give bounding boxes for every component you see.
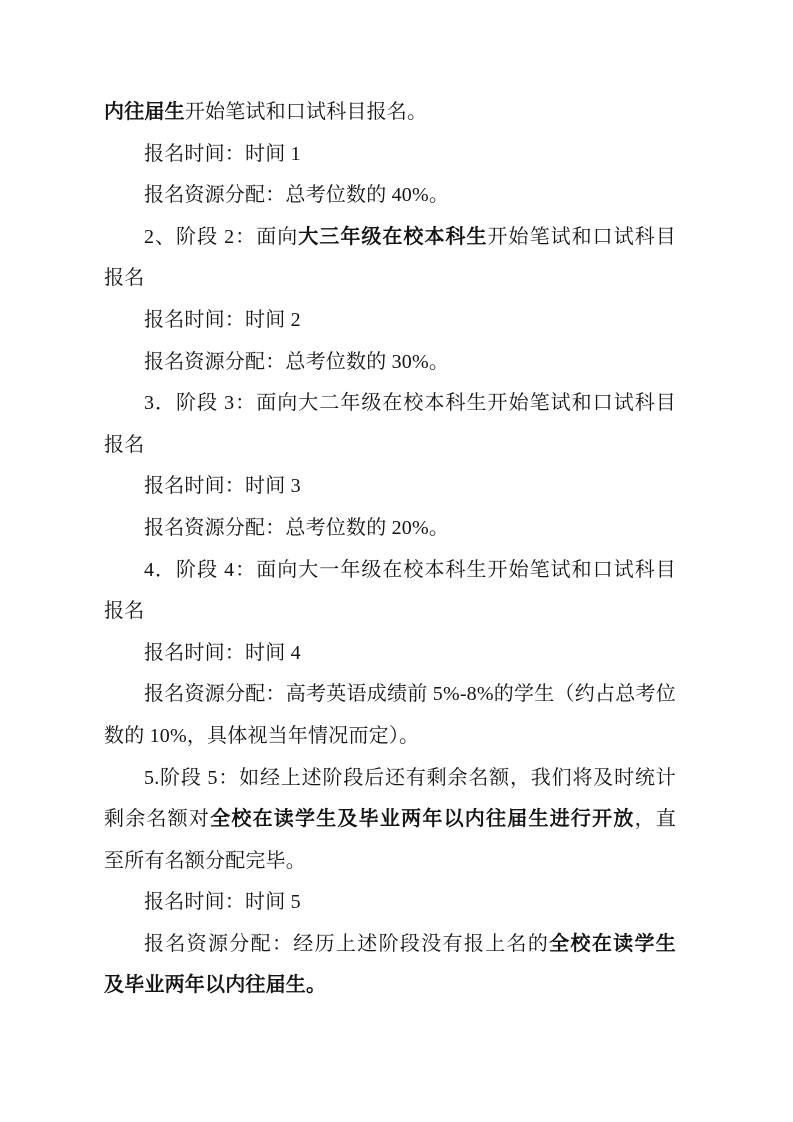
text-line bbox=[104, 425, 676, 467]
text-run: 报名 bbox=[104, 267, 145, 290]
text-line bbox=[104, 633, 676, 675]
text-run: 报名时间：时间 3 bbox=[144, 475, 301, 498]
text-run: 报名时间：时间 5 bbox=[144, 891, 301, 914]
text-run: 报名时间：时间 1 bbox=[144, 142, 301, 165]
text-run: 报名 bbox=[104, 433, 145, 456]
bold-text-run: 内往届生 bbox=[104, 101, 185, 123]
text-run: 4．阶段 4：面向大一年级在校本科生开始笔试和口试科目 bbox=[144, 558, 676, 581]
text-line bbox=[104, 924, 676, 966]
text-line bbox=[104, 965, 676, 1007]
text-line bbox=[104, 258, 676, 300]
text-line bbox=[104, 383, 676, 425]
text-line bbox=[104, 882, 676, 924]
text-line bbox=[104, 591, 676, 633]
text-run: 报名时间：时间 4 bbox=[144, 641, 301, 664]
text-line bbox=[104, 466, 676, 508]
text-run: 报名资源分配：总考位数的 30%。 bbox=[144, 350, 450, 373]
text-run: 5.阶段 5：如经上述阶段后还有剩余名额，我们将及时统计 bbox=[144, 766, 676, 789]
text-line bbox=[104, 134, 676, 176]
text-run: 2、阶段 2：面向 bbox=[144, 225, 299, 248]
text-line bbox=[104, 92, 676, 134]
text-run: 报名资源分配：总考位数的 20%。 bbox=[144, 516, 450, 539]
text-run: 至所有名额分配完毕。 bbox=[104, 849, 306, 872]
text-line bbox=[104, 550, 676, 592]
text-run: 3．阶段 3：面向大二年级在校本科生开始笔试和口试科目 bbox=[144, 392, 676, 415]
text-line bbox=[104, 674, 676, 716]
text-line bbox=[104, 300, 676, 342]
text-run: 数的 10%，具体视当年情况而定）。 bbox=[104, 724, 420, 747]
text-run: 剩余名额对 bbox=[104, 808, 211, 831]
text-line bbox=[104, 758, 676, 800]
text-run: 开始笔试和口试科目 bbox=[487, 225, 676, 248]
text-line bbox=[104, 799, 676, 841]
bold-text-run: 大三年级在校本科生 bbox=[298, 225, 488, 248]
text-run: 报名资源分配：总考位数的 40%。 bbox=[144, 184, 450, 207]
text-run: ，直 bbox=[634, 808, 677, 831]
bold-text-run: 及毕业两年以内往届生。 bbox=[104, 974, 327, 997]
text-run: 报名时间：时间 2 bbox=[144, 308, 301, 331]
text-line bbox=[104, 508, 676, 550]
text-run: 开始笔试和口试科目报名。 bbox=[184, 101, 428, 123]
text-run: 报名 bbox=[104, 600, 145, 623]
text-run: 报名资源分配：经历上述阶段没有报上名的 bbox=[144, 932, 550, 955]
bold-text-run: 全校在读学生 bbox=[549, 932, 676, 955]
text-line bbox=[104, 841, 676, 883]
text-line bbox=[104, 175, 676, 217]
text-content bbox=[104, 92, 676, 1007]
bold-text-run: 全校在读学生及毕业两年以内往届生进行开放 bbox=[210, 808, 635, 831]
text-line bbox=[104, 342, 676, 384]
text-run: 报名资源分配：高考英语成绩前 5%-8%的学生（约占总考位 bbox=[144, 683, 676, 706]
text-line bbox=[104, 716, 676, 758]
text-line bbox=[104, 217, 676, 259]
